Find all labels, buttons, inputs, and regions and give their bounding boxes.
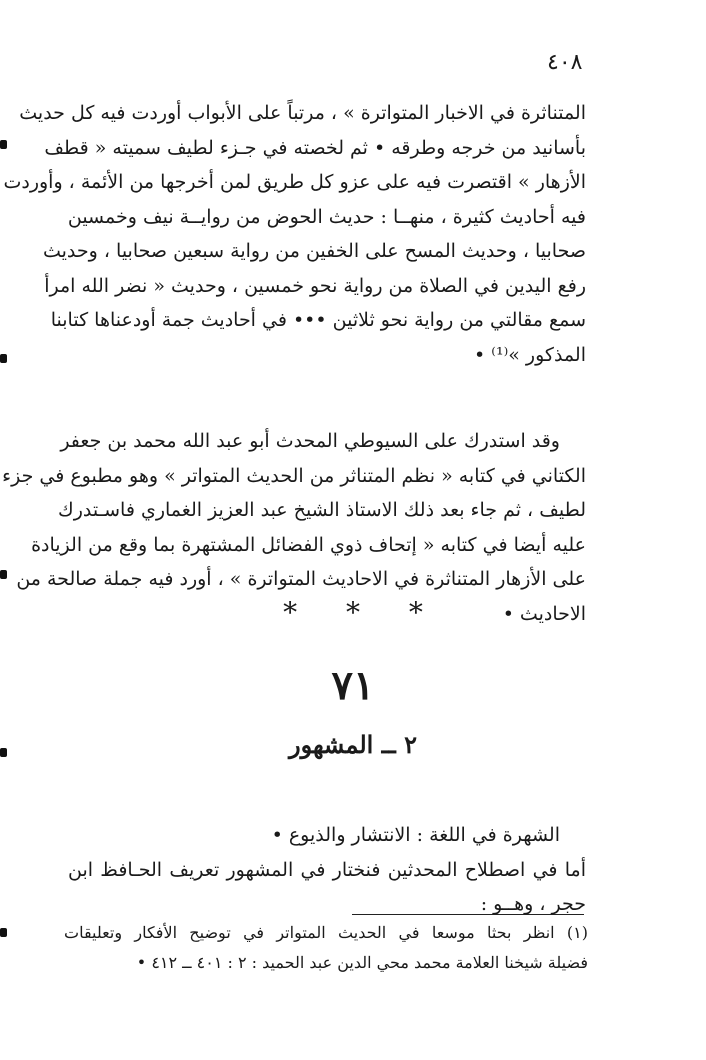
text-line: الكتاني في كتابه « نظم المتناثر من الحديث المتواتر » وهو مطبوع في جزء [2, 464, 586, 487]
margin-mark [0, 570, 7, 579]
asterisk: * [408, 596, 423, 629]
text-line: سمع مقالتي من رواية نحو ثلاثين ••• في أحاديث جمة أودعناها كتابنا [50, 309, 586, 331]
text-line: بأسانيد من خرجه وطرقه • ثم لخصته في جـزء لطيف سميته « قطف [44, 136, 586, 159]
text-line: الاحاديث • [502, 602, 586, 625]
paragraph-3 [68, 818, 586, 922]
text-line: على الأزهار المتناثرة في الاحاديث المتواترة » ، أورد فيه جملة صالحة من [16, 568, 586, 590]
text-line: المذكور »⁽¹⁾ • [474, 343, 586, 366]
asterisk: * [346, 596, 360, 629]
footnote-rule [352, 914, 584, 915]
text-line: وقد استدرك على السيوطي المحدث أبو عبد الله محمد بن جعفر [60, 430, 560, 452]
text-line: حجر ، وهــو : [480, 893, 586, 915]
paragraph-1 [3, 96, 586, 372]
margin-mark [0, 140, 7, 149]
text-line: فيه أحاديث كثيرة ، منهــا : حديث الحوض من روايــة نيف وخمسين [67, 205, 586, 228]
text-line: رفع اليدين في الصلاة من رواية نحو خمسين ، وحديث « نضر الله امرأ [44, 274, 586, 297]
section-separator [0, 596, 706, 629]
asterisk: * [283, 596, 298, 629]
margin-mark [0, 354, 7, 363]
text-line: لطيف ، ثم جاء بعد ذلك الاستاذ الشيخ عبد العزيز الغماري فاسـتدرك [58, 499, 586, 521]
footnote-line: فضيلة شيخنا العلامة محمد محي الدين عبد الحميد : ٢ : ٤٠١ ــ ٤١٢ • [136, 953, 588, 972]
text-line: عليه أيضا في كتابه « إتحاف ذوي الفضائل المشتهرة بما وقع من الزيادة [31, 533, 586, 556]
margin-mark [0, 748, 7, 757]
text-line: صحابيا ، وحديث المسح على الخفين من رواية سبعين صحابيا ، وحديث [42, 240, 586, 262]
page-number: ٤٠٨ [547, 50, 583, 75]
footnote-line: (١) انظر بحثا موسعا في الحديث المتواتر في توضيح الأفكار وتعليقات [64, 923, 588, 942]
text-line: الأزهار » اقتصرت فيه على عزو كل طريق لمن أخرجها من الأئمة ، وأوردت [3, 171, 586, 193]
text-line: أما في اصطلاح المحدثين فنختار في المشهور تعريف الحـافظ ابن [68, 858, 586, 881]
chapter-number: ٧١ [331, 662, 375, 709]
section-title: ٢ ــ المشهور [289, 730, 417, 759]
text-line: المتناثرة في الاخبار المتواترة » ، مرتباً على الأبواب أوردت فيه كل حديث [19, 102, 586, 124]
text-line: الشهرة في اللغة : الانتشار والذيوع • [271, 824, 560, 846]
footnote [64, 918, 588, 978]
margin-mark [0, 928, 7, 937]
